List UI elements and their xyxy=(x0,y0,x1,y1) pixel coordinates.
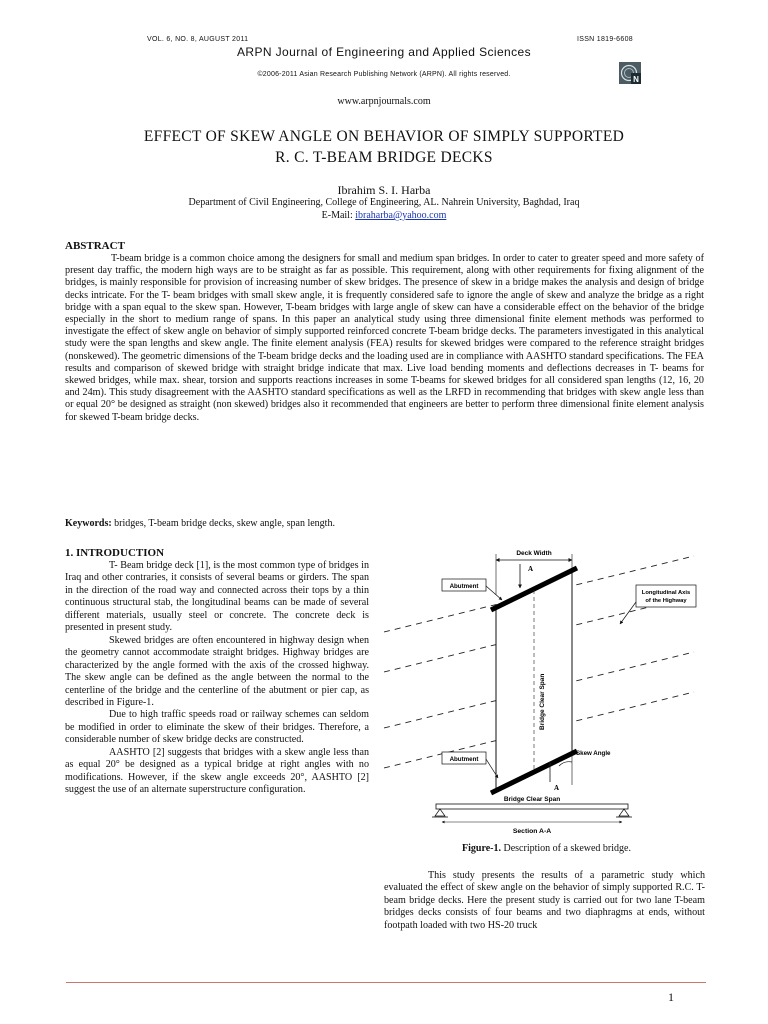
highway-axis-label: of the Highway xyxy=(645,598,687,604)
intro-paragraph: AASHTO [2] suggests that bridges with a skew angle less than as equal 20° be designed as a typical bridge at right angles with no modifications. However, if the skew angle exceeds 20°, AASHTO [2] suggest the use of an alternate superstructure configuration. xyxy=(65,746,369,796)
copyright-line: ©2006-2011 Asian Research Publishing Network (ARPN). All rights reserved. xyxy=(257,71,511,78)
bridge-clear-span-label: Bridge Clear Span xyxy=(539,673,546,730)
section-letter-top: A xyxy=(528,565,534,573)
right-support-icon xyxy=(619,809,629,816)
left-support-icon xyxy=(435,809,445,816)
email-line xyxy=(0,210,768,221)
title-line-2: R. C. T-BEAM BRIDGE DECKS xyxy=(275,149,493,166)
longitudinal-axis-label: Longitudinal Axis xyxy=(641,590,691,596)
introduction-heading: 1. INTRODUCTION xyxy=(65,547,165,559)
section-aa-label: Section A-A xyxy=(512,828,552,835)
right-column-paragraph: This study presents the results of a parametric study which evaluated the effect of skew angle on the behavior of simply supported R.C. T-beam bridge decks. Here the present study is carried out for two lane T-beam bridges decks consists of four beams and two diaphragms at ends, without footpath loaded with two HS-20 truck xyxy=(384,870,705,931)
figure-caption-label: Figure-1. xyxy=(462,843,501,854)
callout-arrow xyxy=(620,602,636,624)
title-line-1: EFFECT OF SKEW ANGLE ON BEHAVIOR OF SIMPLY SUPPORTED xyxy=(143,128,625,145)
deck-width-label: Deck Width xyxy=(516,550,552,557)
footer-rule xyxy=(66,982,706,983)
arpn-logo-icon xyxy=(619,62,641,84)
callout-arrow xyxy=(486,586,502,600)
abstract-body: T-beam bridge is a common choice among the designers for small and medium span bridges. In order to cater to greater speed and more safety of present day traffic, the modern high ways are to be straight as far as possible. This requirement, along with other requirements for fixing alignment of the bridges, is mainly responsible for provision of increasing number of skew bridges. The presence of skew in a bridge makes the analysis and design of bridge decks intricate. For the T- beam bridges with small skew angle, it is frequently considered safe to ignore the angle of skew and analyze the bridge as a right bridge with a span equal to the skew span. However, T-beam bridges with large angle of skew can have a considerable effect on the behavior of the bridge especially in the short to medium range of spans. In this paper an analytical study using three dimensional finite element methods was performed to investigate the effect of skew angle on behavior of simply supported reinforced concrete T-beam bridge decks. The parameters investigated in this analytical study were the span lengths and skew angle. The finite element analysis (FEA) results for skewed bridges were compared to the reference straight bridges (nonskewed). The geometric dimensions of the T-beam bridge decks and the loading used are in compliance with AASHTO standard specifications. The FEA results and comparison of skewed bridge with straight bridge indicate that max. Live load bending moments and deflections decreases in T- beams for skewed bridges, while max. shear, torsion and supports reactions increases in some T-beams for skewed bridges for all considered span lengths (12, 16, 20 and 24m). This study disagreement with the AASHTO standard specifications as well as the LRFD in recommending that bridges with skew angle less than or equal 20° be designed as straight (non skewed) bridges also it recommended that engineers are better to perform three dimensional finite element analysis for skewed T-beam bridge decks. xyxy=(65,253,704,423)
journal-name: ARPN Journal of Engineering and Applied Sciences xyxy=(236,45,532,59)
issn-info: ISSN 1819-6608 xyxy=(577,36,633,43)
figure-caption xyxy=(384,843,709,854)
page-number: 1 xyxy=(668,990,674,1004)
email-label: E-Mail: xyxy=(321,210,356,221)
skew-angle-arc xyxy=(559,762,572,766)
journal-url[interactable]: www.arpnjournals.com xyxy=(337,96,431,107)
email-link[interactable]: ibraharba@yahoo.com xyxy=(355,210,447,221)
abutment-label-top: Abutment xyxy=(449,583,479,590)
intro-paragraph: Skewed bridges are often encountered in highway design when the geometry cannot accommodate straight bridges. Highway bridges are characterized by the angle formed with the axis of the crossed highway. The skew angle can be defined as the angle between the normal to the centerline of the bridge and the centerline of the abutment or pier cap, as described in Figure-1. xyxy=(65,634,369,708)
abstract-heading: ABSTRACT xyxy=(65,240,125,252)
section-letter-bottom: A xyxy=(554,784,560,792)
affiliation: Department of Civil Engineering, College of Engineering, AL. Nahrein University, Baghdad, Iraq xyxy=(188,197,580,208)
svg-text:N: N xyxy=(633,75,639,84)
paper-title xyxy=(60,126,708,168)
keywords-label: Keywords: xyxy=(65,518,112,529)
skew-angle-label: Skew Angle xyxy=(576,750,611,757)
figure-caption-text: Description of a skewed bridge. xyxy=(501,843,631,854)
keywords-text: bridges, T-beam bridge decks, skew angle, span length. xyxy=(111,518,335,529)
author-name: Ibrahim S. I. Harba xyxy=(337,183,431,197)
abutment-label-bottom: Abutment xyxy=(449,756,479,763)
volume-info: VOL. 6, NO. 8, AUGUST 2011 xyxy=(147,36,249,43)
bottom-clear-span-label: Bridge Clear Span xyxy=(503,796,561,803)
introduction-body xyxy=(65,560,369,797)
intro-paragraph: T- Beam bridge deck [1], is the most common type of bridges in Iraq and other contraries, it consists of several beams or girders. The span in the direction of the road way and connected across their tops by a thin continuous structural stab, the longitudinal beams can be made of several different materials, usually steel or concrete. The concrete deck is presented in present study. xyxy=(65,560,369,634)
skewed-bridge-figure xyxy=(384,540,709,835)
intro-paragraph: Due to high traffic speeds road or railway schemes can seldom be modified in order to eliminate the skew of their bridges. Therefore, a considerable number of skew bridge decks are constructed. xyxy=(65,709,369,746)
keywords-line xyxy=(65,518,705,529)
section-beam xyxy=(436,804,628,809)
